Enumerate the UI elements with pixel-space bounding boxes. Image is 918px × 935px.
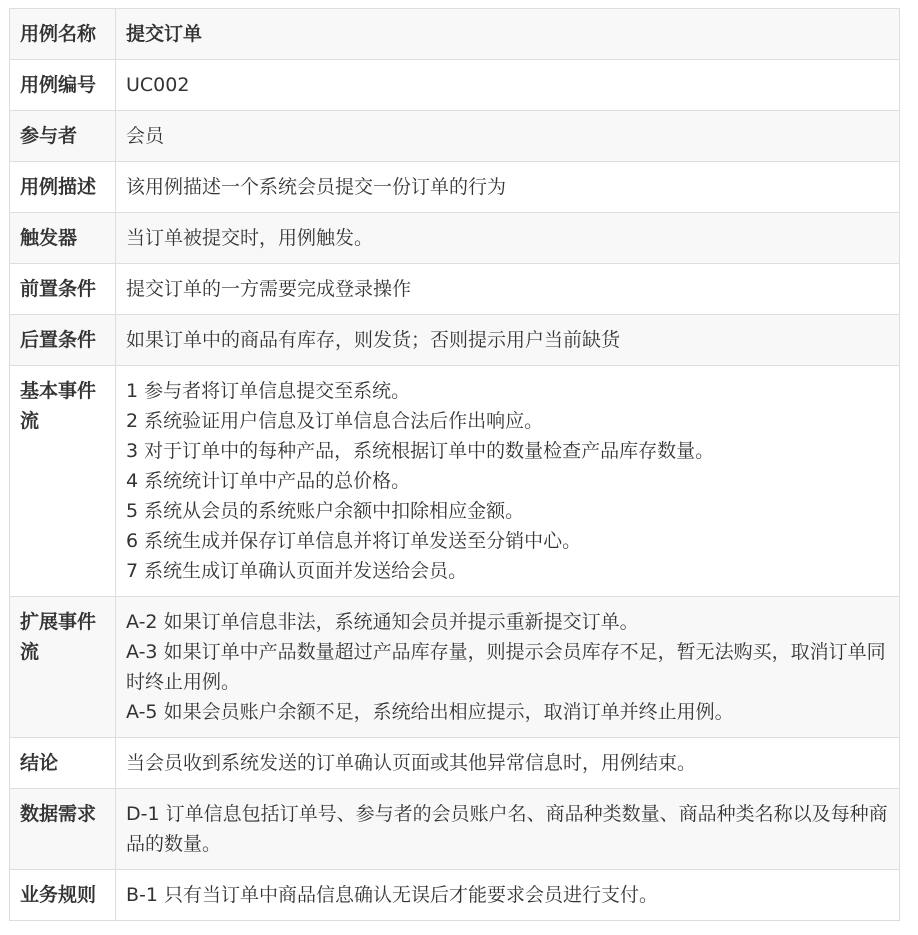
row-label: 参与者 [10, 111, 116, 162]
row-label: 用例编号 [10, 60, 116, 111]
row-value: UC002 [116, 60, 900, 111]
row-label: 基本事件流 [10, 366, 116, 597]
row-conclusion [10, 738, 900, 789]
row-postcondition [10, 315, 900, 366]
flow-step: 5 系统从会员的系统账户余额中扣除相应金额。 [126, 500, 525, 522]
row-use-case-id [10, 60, 900, 111]
row-business-rules [10, 870, 900, 921]
row-precondition [10, 264, 900, 315]
row-trigger [10, 213, 900, 264]
row-label: 前置条件 [10, 264, 116, 315]
flow-step: 4 系统统计订单中产品的总价格。 [126, 470, 411, 492]
row-value [116, 597, 900, 738]
flow-step: 1 参与者将订单信息提交至系统。 [126, 380, 411, 402]
row-label: 扩展事件流 [10, 597, 116, 738]
row-value: 会员 [116, 111, 900, 162]
row-value: 提交订单的一方需要完成登录操作 [116, 264, 900, 315]
row-label: 用例描述 [10, 162, 116, 213]
row-value [116, 366, 900, 597]
row-label: 用例名称 [10, 9, 116, 60]
extension-step: A-3 如果订单中产品数量超过产品库存量，则提示会员库存不足，暂无法购买，取消订单同时终止用例。 [126, 641, 886, 693]
row-value: 提交订单 [116, 9, 900, 60]
row-description [10, 162, 900, 213]
flow-step: 7 系统生成订单确认页面并发送给会员。 [126, 560, 468, 582]
row-value: 当会员收到系统发送的订单确认页面或其他异常信息时，用例结束。 [116, 738, 900, 789]
row-value: 如果订单中的商品有库存，则发货；否则提示用户当前缺货 [116, 315, 900, 366]
row-value: D-1 订单信息包括订单号、参与者的会员账户名、商品种类数量、商品种类名称以及每种商品的数量。 [116, 789, 900, 870]
row-extension-flow [10, 597, 900, 738]
extension-step: A-2 如果订单信息非法，系统通知会员并提示重新提交订单。 [126, 611, 639, 633]
row-label: 数据需求 [10, 789, 116, 870]
row-use-case-name [10, 9, 900, 60]
row-label: 触发器 [10, 213, 116, 264]
row-label: 结论 [10, 738, 116, 789]
row-label: 后置条件 [10, 315, 116, 366]
flow-step: 6 系统生成并保存订单信息并将订单发送至分销中心。 [126, 530, 582, 552]
flow-step: 2 系统验证用户信息及订单信息合法后作出响应。 [126, 410, 544, 432]
row-value: 该用例描述一个系统会员提交一份订单的行为 [116, 162, 900, 213]
row-label: 业务规则 [10, 870, 116, 921]
row-data-requirements [10, 789, 900, 870]
row-basic-flow [10, 366, 900, 597]
extension-step: A-5 如果会员账户余额不足，系统给出相应提示，取消订单并终止用例。 [126, 701, 734, 723]
use-case-table [9, 8, 900, 921]
row-value: B-1 只有当订单中商品信息确认无误后才能要求会员进行支付。 [116, 870, 900, 921]
row-actor [10, 111, 900, 162]
flow-step: 3 对于订单中的每种产品，系统根据订单中的数量检查产品库存数量。 [126, 440, 715, 462]
row-value: 当订单被提交时，用例触发。 [116, 213, 900, 264]
